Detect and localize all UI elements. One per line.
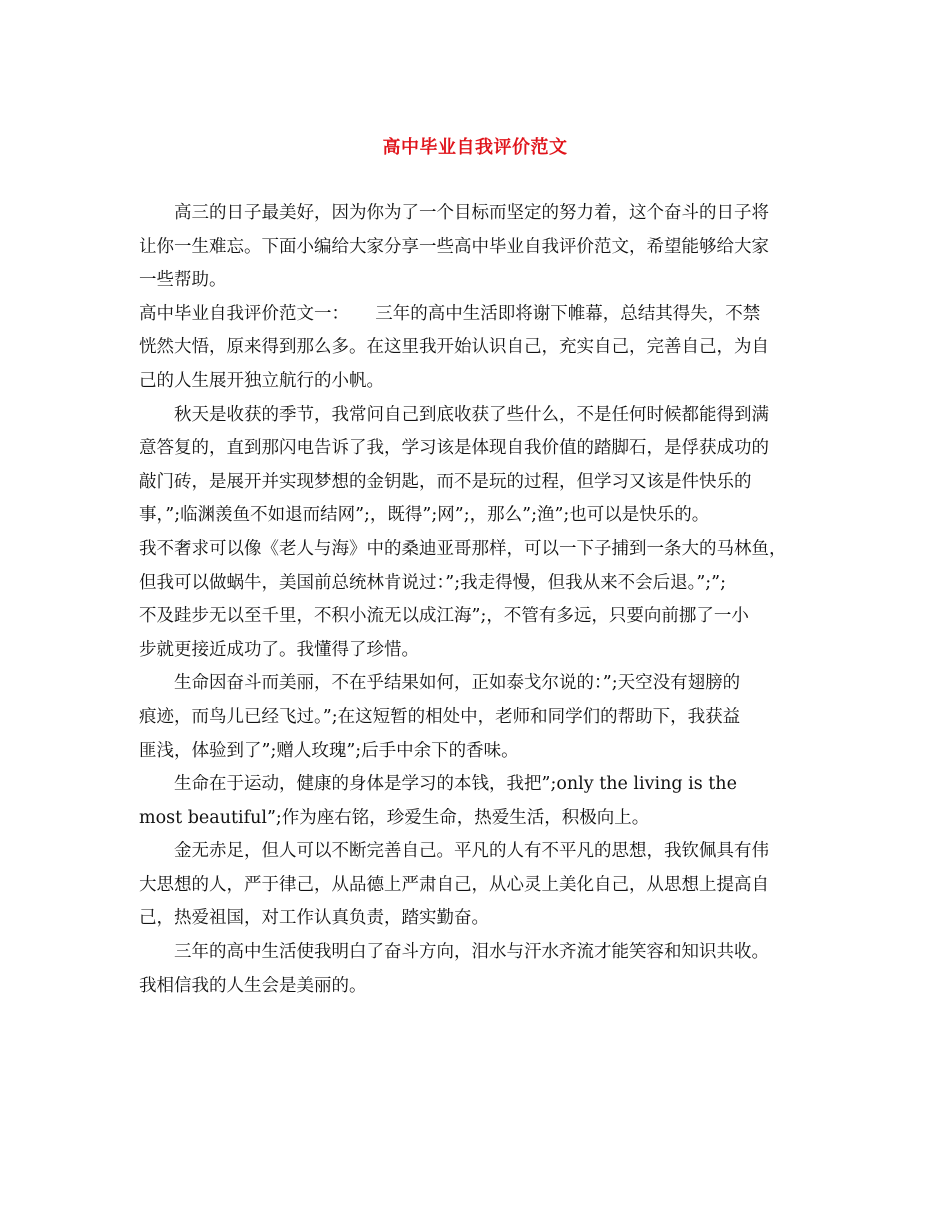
text-line: 我不奢求可以像《老人与海》中的桑迪亚哥那样，可以一下子捕到一条大的马林鱼， (139, 538, 787, 559)
paragraph-self-improvement (139, 835, 821, 936)
text-line: 但我可以做蜗牛，美国前总统林肯说过：”;我走得慢，但我从来不会后退。”;”; (139, 572, 727, 593)
document-title: 高中毕业自我评价范文 (382, 137, 568, 158)
text-line: 秋天是收获的季节，我常问自己到底收获了些什么，不是任何时候都能得到满 (174, 404, 769, 425)
text-line: 一些帮助。 (139, 270, 227, 291)
text-line: 匪浅，体验到了”;赠人玫瑰”;后手中余下的香味。 (139, 740, 519, 761)
paragraph-autumn (139, 399, 821, 668)
text-line: most beautiful”;作为座右铭，珍爱生命，热爱生活，积极向上。 (139, 807, 650, 828)
text-line: 高中毕业自我评价范文一： 三年的高中生活即将谢下帷幕，总结其得失，不禁 (139, 303, 761, 324)
text-line: 三年的高中生活使我明白了奋斗方向，泪水与汗水齐流才能笑容和知识共收。 (174, 942, 769, 963)
text-line: 生命在于运动，健康的身体是学习的本钱，我把”;only the living is the (174, 774, 737, 795)
text-line: 步就更接近成功了。我懂得了珍惜。 (139, 639, 419, 660)
text-line: 高三的日子最美好，因为你为了一个目标而坚定的努力着，这个奋斗的日子将 (174, 203, 769, 223)
paragraph-life-motion (139, 768, 821, 835)
text-line: 让你一生难忘。下面小编给大家分享一些高中毕业自我评价范文，希望能够给大家 (139, 236, 769, 257)
text-line: 己，热爱祖国，对工作认真负责，踏实勤奋。 (139, 908, 489, 929)
text-line: 不及跬步无以至千里，不积小流无以成江海”;，不管有多远，只要向前挪了一小 (139, 606, 749, 627)
text-line: 事，”;临渊羡鱼不如退而结网”;，既得”;网”;，那么”;渔”;也可以是快乐的。 (139, 505, 710, 526)
text-line: 意答复的，直到那闪电告诉了我，学习该是体现自我价值的踏脚石，是俘获成功的 (139, 438, 769, 459)
paragraph-intro (139, 197, 821, 298)
text-line: 生命因奋斗而美丽，不在乎结果如何，正如泰戈尔说的：”;天空没有翅膀的 (174, 673, 741, 694)
paragraph-essay-one-intro (139, 298, 821, 399)
text-line: 我相信我的人生会是美丽的。 (139, 975, 367, 996)
document-body (139, 197, 821, 1003)
text-line: 大思想的人，严于律己，从品德上严肃自己，从心灵上美化自己，从思想上提高自 (139, 874, 769, 895)
text-line: 恍然大悟，原来得到那么多。在这里我开始认识自己，充实自己，完善自己，为自 (139, 337, 769, 358)
text-line: 己的人生展开独立航行的小帆。 (139, 370, 384, 391)
paragraph-life-struggle (139, 667, 821, 768)
text-line: 敲门砖，是展开并实现梦想的金钥匙，而不是玩的过程，但学习又该是件快乐的 (139, 471, 752, 492)
text-line: 金无赤足，但人可以不断完善自己。平凡的人有不平凡的思想，我钦佩具有伟 (174, 841, 769, 862)
paragraph-conclusion (139, 936, 821, 1003)
text-line: 痕迹，而鸟儿已经飞过。”;在这短暂的相处中，老师和同学们的帮助下，我获益 (139, 706, 741, 727)
